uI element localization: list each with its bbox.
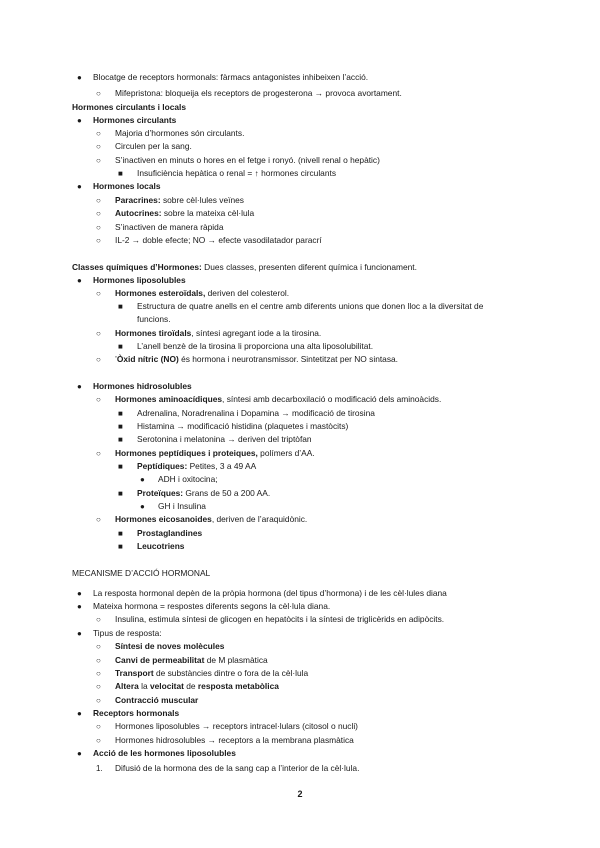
list-item-text bbox=[115, 513, 307, 526]
list-item-text bbox=[158, 473, 218, 486]
bullet-marker: ○ bbox=[96, 669, 101, 678]
text-run: Hormones liposolubles → receptors intracel·lulars (citosol o nucli) bbox=[115, 721, 358, 731]
bold-text: Hormones esteroïdals, bbox=[115, 288, 206, 298]
list-item-text bbox=[137, 167, 336, 180]
bullet-marker: ○ bbox=[96, 449, 101, 458]
bullet-marker: ● bbox=[77, 116, 82, 125]
bullet-marker: ○ bbox=[96, 355, 101, 364]
list-item-text bbox=[72, 101, 186, 114]
list-item-text bbox=[93, 747, 236, 760]
text-run: funcions. bbox=[137, 314, 171, 324]
text-run: MECANISME D’ACCIÓ HORMONAL bbox=[72, 568, 211, 578]
text-run: Circulen per la sang. bbox=[115, 141, 192, 151]
bold-text: Hormones tiroïdals bbox=[115, 328, 192, 338]
bullet-marker: ● bbox=[77, 602, 82, 611]
list-item-text bbox=[93, 627, 162, 640]
bullet-marker: ■ bbox=[118, 342, 123, 351]
bold-text: Classes químiques d’Hormones: bbox=[72, 262, 202, 272]
bullet-marker: ■ bbox=[118, 529, 123, 538]
list-item-text bbox=[137, 300, 483, 313]
list-item-text bbox=[115, 613, 444, 626]
bold-text: Proteïques: bbox=[137, 488, 184, 498]
bold-text: Transport bbox=[115, 668, 154, 678]
list-item-text bbox=[115, 87, 402, 100]
text-run: Tipus de resposta: bbox=[93, 628, 162, 638]
bold-text: Contracció muscular bbox=[115, 695, 199, 705]
text-run: Estructura de quatre anells en el centre amb diferents unions que donen lloc a la diversitat de bbox=[137, 301, 484, 311]
bullet-marker: ● bbox=[77, 276, 82, 285]
bullet-marker: ○ bbox=[96, 223, 101, 232]
bullet-marker: ○ bbox=[96, 329, 101, 338]
list-item-text bbox=[93, 587, 447, 600]
bullet-marker: ■ bbox=[118, 489, 123, 498]
list-item-text bbox=[93, 600, 330, 613]
list-item-text bbox=[72, 567, 210, 580]
text-run: Insulina, estimula síntesi de glicogen en hepatòcits i la síntesi de triglicèrids en adipòcits. bbox=[115, 614, 445, 624]
text-run: , síntesi amb decarboxilació o modificació dels aminoàcids. bbox=[222, 394, 442, 404]
bullet-marker: ● bbox=[77, 629, 82, 638]
bullet-marker: ○ bbox=[96, 515, 101, 524]
text-run: Histamina → modificació histidina (plaquetes i mastòcits) bbox=[137, 421, 349, 431]
list-item-text bbox=[115, 127, 244, 140]
bullet-marker: ● bbox=[140, 502, 145, 511]
list-item-text bbox=[115, 287, 289, 300]
text-run: polímers d’AA. bbox=[257, 448, 315, 458]
bold-text: Hormones peptídiques i proteiques, bbox=[115, 448, 258, 458]
list-item-text bbox=[115, 140, 192, 153]
text-run: , deriven de l’araquidònic. bbox=[211, 514, 308, 524]
list-item-text bbox=[115, 234, 322, 247]
bullet-marker: ● bbox=[77, 589, 82, 598]
bold-text: Paracrines: bbox=[115, 195, 161, 205]
text-run: L’anell benzè de la tirosina li proporciona una alta liposolubilitat. bbox=[137, 341, 374, 351]
text-run: Petites, 3 a 49 AA bbox=[187, 461, 257, 471]
bullet-marker: ○ bbox=[96, 236, 101, 245]
bold-text: Peptídiques: bbox=[137, 461, 188, 471]
bullet-marker: ■ bbox=[118, 435, 123, 444]
list-item-text bbox=[115, 221, 223, 234]
bold-text: Canvi de permeabilitat bbox=[115, 655, 205, 665]
list-item-text bbox=[93, 274, 186, 287]
bold-text: Hormones eicosanoides bbox=[115, 514, 212, 524]
text-run: S’inactiven en minuts o hores en el fetge i ronyó. (nivell renal o hepàtic) bbox=[115, 155, 380, 165]
bullet-marker: ○ bbox=[96, 696, 101, 705]
bullet-marker: ● bbox=[77, 749, 82, 758]
bold-text: velocitat bbox=[149, 681, 184, 691]
bullet-marker: ● bbox=[77, 182, 82, 191]
bold-text: Hormones circulants i locals bbox=[72, 102, 187, 112]
list-item-text bbox=[115, 353, 398, 366]
text-run: deriven del colesterol. bbox=[205, 288, 290, 298]
bold-text: Hormones locals bbox=[93, 181, 161, 191]
text-run: Mateixa hormona = respostes diferents segons la cèl·lula diana. bbox=[93, 601, 331, 611]
bullet-marker: ○ bbox=[96, 89, 101, 98]
list-number: 1. bbox=[96, 764, 103, 773]
bold-text: Hormones liposolubles bbox=[93, 275, 186, 285]
text-run: Serotonina i melatonina → deriven del triptòfan bbox=[137, 434, 312, 444]
text-run: la bbox=[138, 681, 150, 691]
bold-text: Receptors hormonals bbox=[93, 708, 180, 718]
bullet-marker: ○ bbox=[96, 196, 101, 205]
text-run: sobre cèl·lules veïnes bbox=[160, 195, 244, 205]
bold-text: Hormones circulants bbox=[93, 115, 177, 125]
bullet-marker: ○ bbox=[96, 142, 101, 151]
bold-text: Hormones aminoacídiques bbox=[115, 394, 223, 404]
list-item-text bbox=[93, 380, 192, 393]
list-item-text bbox=[93, 71, 368, 84]
list-item-text bbox=[115, 194, 244, 207]
text-run: Insuficiència hepàtica o renal = ↑ hormones circulants bbox=[137, 168, 337, 178]
text-run: Blocatge de receptors hormonals: fàrmacs antagonistes inhibeixen l’acció. bbox=[93, 72, 369, 82]
list-item-text bbox=[72, 261, 417, 274]
list-item-text bbox=[115, 154, 380, 167]
text-run: sobre la mateixa cèl·lula bbox=[161, 208, 255, 218]
bold-text: resposta metabòlica bbox=[197, 681, 279, 691]
list-item-text bbox=[115, 762, 359, 775]
list-item-text bbox=[93, 180, 161, 193]
list-item-text bbox=[137, 527, 202, 540]
list-item-text bbox=[158, 500, 206, 513]
text-run: és hormona i neurotransmissor. Sintetitzat per NO sintasa. bbox=[178, 354, 399, 364]
text-run: Difusió de la hormona des de la sang cap a l’interior de la cèl·lula. bbox=[115, 763, 360, 773]
bullet-marker: ○ bbox=[96, 395, 101, 404]
list-item-text bbox=[137, 420, 348, 433]
list-item-text bbox=[115, 447, 315, 460]
bullet-marker: ○ bbox=[96, 642, 101, 651]
list-item-text bbox=[115, 667, 308, 680]
list-item-text bbox=[115, 640, 224, 653]
bullet-marker: ○ bbox=[96, 209, 101, 218]
bullet-marker: ○ bbox=[96, 129, 101, 138]
text-run: IL-2 → doble efecte; NO → efecte vasodilatador paracrí bbox=[115, 235, 322, 245]
bullet-marker: ○ bbox=[96, 736, 101, 745]
bullet-marker: ■ bbox=[118, 409, 123, 418]
text-run: Mifepristona: bloqueija els receptors de progesterona → provoca avortament. bbox=[115, 88, 402, 98]
text-run: La resposta hormonal depèn de la pròpia hormona (del tipus d’hormona) i de les cèl·lules diana bbox=[93, 588, 447, 598]
bullet-marker: ■ bbox=[118, 462, 123, 471]
bullet-marker: ● bbox=[77, 73, 82, 82]
text-run: Majoria d’hormones són circulants. bbox=[115, 128, 245, 138]
text-run: de M plasmàtica bbox=[204, 655, 268, 665]
bullet-marker: ○ bbox=[96, 656, 101, 665]
list-item-text bbox=[137, 433, 312, 446]
bold-text: Síntesi de noves molècules bbox=[115, 641, 225, 651]
text-run: S’inactiven de manera ràpida bbox=[115, 222, 224, 232]
page-number: 2 bbox=[297, 789, 303, 799]
bullet-marker: ○ bbox=[96, 722, 101, 731]
list-item-text bbox=[137, 313, 171, 326]
list-item-text bbox=[115, 327, 321, 340]
text-run: , síntesi agregant iode a la tirosina. bbox=[191, 328, 322, 338]
list-item-text bbox=[115, 654, 268, 667]
bullet-marker: ○ bbox=[96, 615, 101, 624]
bullet-marker: ■ bbox=[118, 542, 123, 551]
text-run: Adrenalina, Noradrenalina i Dopamina → modificació de tirosina bbox=[137, 408, 375, 418]
list-item-text bbox=[93, 707, 179, 720]
text-run: de substàncies dintre o fora de la cèl·lula bbox=[153, 668, 309, 678]
bold-text: Altera bbox=[115, 681, 139, 691]
text-run: Grans de 50 a 200 AA. bbox=[183, 488, 271, 498]
bold-text: Hormones hidrosolubles bbox=[93, 381, 192, 391]
bold-text: Prostaglandines bbox=[137, 528, 203, 538]
bold-text: Autocrines: bbox=[115, 208, 162, 218]
bullet-marker: ■ bbox=[118, 302, 123, 311]
bold-text: Òxid nítric (NO) bbox=[116, 354, 179, 364]
bullet-marker: ○ bbox=[96, 289, 101, 298]
text-run: Dues classes, presenten diferent química i funcionament. bbox=[201, 262, 417, 272]
bullet-marker: ■ bbox=[118, 169, 123, 178]
bullet-marker: ■ bbox=[118, 422, 123, 431]
list-item-text bbox=[137, 540, 184, 553]
list-item-text bbox=[115, 393, 441, 406]
text-run: Hormones hidrosolubles → receptors a la membrana plasmàtica bbox=[115, 735, 354, 745]
bullet-marker: ○ bbox=[96, 156, 101, 165]
list-item-text bbox=[115, 720, 358, 733]
bullet-marker: ○ bbox=[96, 682, 101, 691]
bullet-marker: ● bbox=[77, 709, 82, 718]
list-item-text bbox=[115, 694, 198, 707]
bold-text: Acció de les hormones liposolubles bbox=[93, 748, 236, 758]
list-item-text bbox=[137, 407, 375, 420]
list-item-text bbox=[93, 114, 176, 127]
bullet-marker: ● bbox=[77, 382, 82, 391]
bullet-marker: ● bbox=[140, 475, 145, 484]
list-item-text bbox=[137, 460, 256, 473]
list-item-text bbox=[115, 207, 254, 220]
list-item-text bbox=[115, 734, 354, 747]
list-item-text bbox=[115, 680, 279, 693]
list-item-text bbox=[137, 487, 270, 500]
text-run: de bbox=[183, 681, 198, 691]
text-run: ’ bbox=[115, 354, 117, 364]
bold-text: Leucotriens bbox=[137, 541, 185, 551]
list-item-text bbox=[137, 340, 373, 353]
text-run: GH i Insulina bbox=[158, 501, 206, 511]
text-run: ADH i oxitocina; bbox=[158, 474, 218, 484]
